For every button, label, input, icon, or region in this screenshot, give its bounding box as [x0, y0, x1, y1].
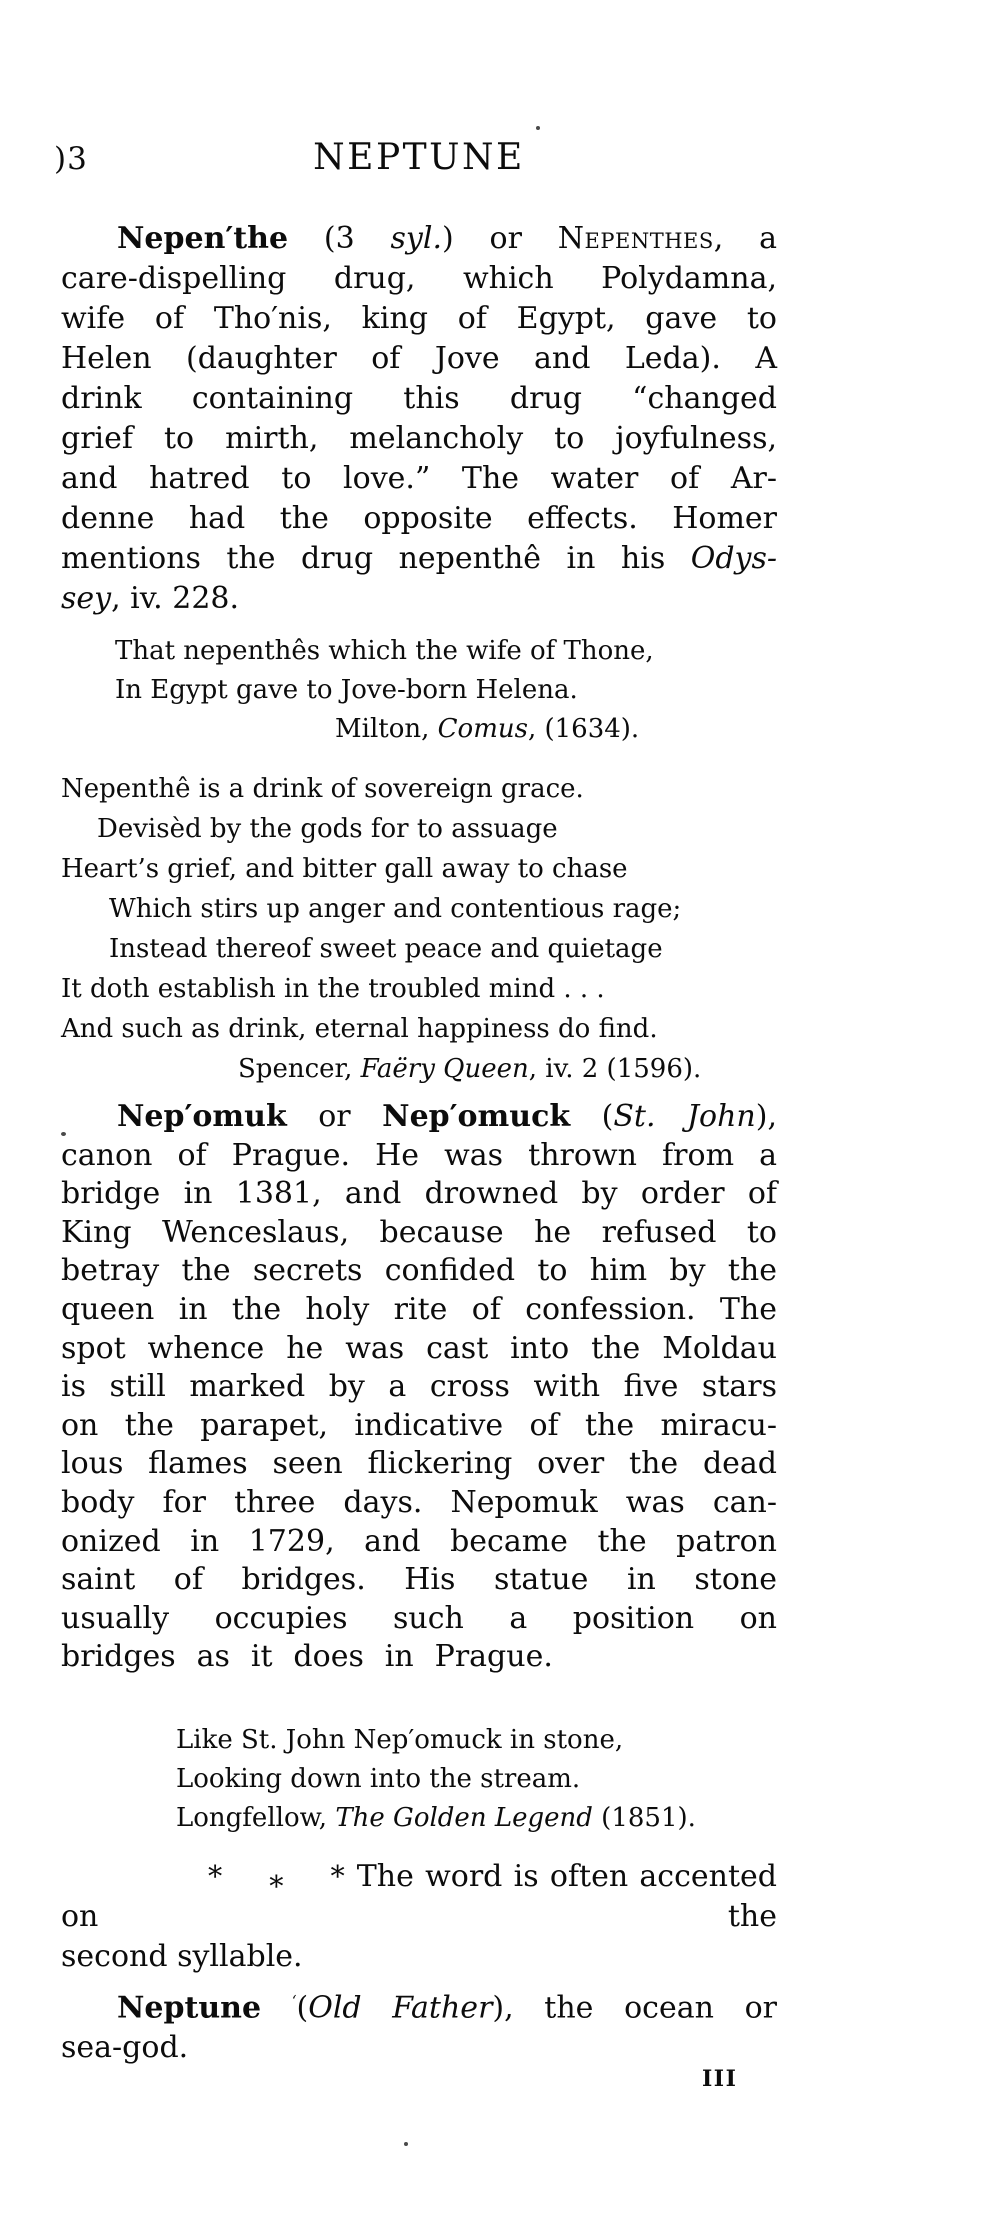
text-segment: ), the ocean or [492, 1990, 777, 2026]
text-line [61, 769, 701, 809]
text-segment: ( [296, 1990, 309, 2026]
text-line [61, 1368, 777, 1407]
text-line [61, 219, 777, 259]
text-line [61, 2028, 777, 2068]
text-line [61, 1330, 777, 1369]
text-segment: Nep′omuk [117, 1099, 287, 1134]
text-segment: Instead thereof sweet peace and quietage [109, 934, 663, 964]
text-segment: , a [713, 221, 777, 256]
pronunciation-footnote [61, 1857, 777, 1977]
text-segment: usually occupies such a position on [61, 1600, 777, 1636]
text-segment: syl. [390, 221, 442, 256]
text-line [115, 671, 654, 710]
text-segment: Heart’s grief, and bitter gall away to chase [61, 854, 628, 884]
text-segment: saint of bridges. His statue in stone [61, 1562, 777, 1598]
text-segment: ), [755, 1099, 777, 1134]
page-number: )3 [54, 141, 88, 177]
text-segment: , (1634). [527, 714, 640, 744]
print-speck [61, 1132, 66, 1136]
text-segment: King Wenceslaus, because he refused to [61, 1214, 777, 1250]
print-speck [404, 2142, 408, 2146]
text-segment: Nepen′the [117, 221, 289, 256]
text-segment: Which stirs up anger and contentious rage; [109, 894, 682, 924]
text-segment: drink containing this drug “changed [61, 381, 777, 416]
text-line [61, 889, 701, 929]
text-line [61, 1600, 777, 1639]
text-segment: wife of Tho′nis, king of Egypt, gave to [61, 301, 777, 336]
text-segment: Helen (daughter of Jove and Leda). A [61, 341, 777, 376]
text-segment: (3 [288, 221, 391, 256]
entry-nepomuk-paragraph [61, 1098, 777, 1677]
text-segment: Nep′omuck [382, 1099, 571, 1134]
text-segment: The word is often accented on the [61, 1859, 777, 1934]
text-line [61, 419, 777, 459]
text-segment: Faëry Queen [360, 1054, 529, 1084]
text-segment: That nepenthês which the wife of Thone, [115, 636, 654, 666]
text-segment: (1851). [592, 1803, 696, 1833]
text-line [61, 339, 777, 379]
text-line [61, 809, 701, 849]
running-head: NEPTUNE [313, 137, 525, 178]
text-line [115, 710, 654, 749]
text-line [61, 1252, 777, 1291]
text-line [61, 1291, 777, 1330]
text-line [61, 299, 777, 339]
entry-neptune-paragraph [61, 1981, 777, 2068]
entry-nepenthe-paragraph [61, 219, 777, 619]
text-line [61, 1175, 777, 1214]
text-segment: ‘ [291, 1992, 297, 2010]
text-segment: Milton, [335, 714, 438, 744]
text-line [61, 849, 701, 889]
text-line [61, 1638, 777, 1677]
text-line [61, 1561, 777, 1600]
text-segment: The Golden Legend [335, 1803, 593, 1833]
text-segment: bridges as it does in Prague. [61, 1639, 553, 1675]
text-segment: body for three days. Nepomuk was can- [61, 1484, 777, 1520]
text-line [61, 579, 777, 619]
text-segment: denne had the opposite effects. Homer [61, 501, 777, 536]
asterism-icon: * * * [208, 1860, 345, 1903]
text-segment: second syllable. [61, 1939, 303, 1974]
text-segment: Looking down into the stream. [176, 1764, 581, 1794]
text-segment: onized in 1729, and became the patron [61, 1523, 777, 1559]
text-segment: Like St. John Nep′omuck in stone, [176, 1725, 624, 1755]
text-segment: , iv. 228. [111, 581, 240, 616]
text-segment [261, 1990, 292, 2025]
quote-longfellow [176, 1721, 696, 1838]
text-segment: lous flames seen flickering over the dead [61, 1446, 777, 1482]
signature-mark: III [702, 2066, 738, 2092]
text-segment: ( [570, 1099, 614, 1134]
text-segment: bridge in 1381, and drowned by order of [61, 1176, 777, 1212]
text-segment: sea-god. [61, 2030, 189, 2066]
text-segment: Odys- [690, 541, 777, 576]
text-line [61, 929, 701, 969]
text-line [61, 1049, 701, 1089]
text-segment: grief to mirth, melancholy to joyfulness, [61, 421, 777, 456]
text-segment: , iv. 2 (1596). [528, 1054, 702, 1084]
text-line [176, 1799, 696, 1838]
text-line [61, 969, 701, 1009]
text-line [61, 1098, 777, 1137]
text-segment: Comus [437, 714, 528, 744]
text-line [61, 1981, 777, 2028]
text-line [115, 632, 654, 671]
text-segment: mentions the drug nepenthê in his [61, 541, 691, 576]
text-segment: Longfellow, [176, 1803, 336, 1833]
text-segment: Spencer, [238, 1054, 361, 1084]
text-segment: St. John [613, 1099, 756, 1134]
text-line [61, 1937, 777, 1977]
text-segment: Neptune [117, 1990, 262, 2026]
text-line [176, 1721, 696, 1760]
text-line [61, 1484, 777, 1523]
text-line [61, 539, 777, 579]
text-segment: on the parapet, indicative of the miracu- [61, 1407, 777, 1443]
quote-milton [115, 632, 654, 749]
text-line [61, 1523, 777, 1562]
text-line [61, 459, 777, 499]
quote-spenser [61, 769, 701, 1089]
text-segment: queen in the holy rite of confession. The [61, 1291, 777, 1327]
text-segment: canon of Prague. He was thrown from a [61, 1137, 777, 1173]
text-line [61, 1214, 777, 1253]
text-line [61, 379, 777, 419]
text-segment: spot whence he was cast into the Moldau [61, 1330, 777, 1366]
text-segment: It doth establish in the troubled mind . . . [61, 974, 605, 1004]
text-line [61, 1407, 777, 1446]
text-line [61, 1009, 701, 1049]
text-segment: betray the secrets confided to him by the [61, 1253, 777, 1289]
text-segment: Devisèd by the gods for to assuage [97, 814, 558, 844]
text-segment: And such as drink, eternal happiness do find. [61, 1014, 658, 1044]
text-segment: care-dispelling drug, which Polydamna, [61, 261, 777, 296]
text-segment: Nepenthes [557, 221, 714, 256]
text-segment: sey [61, 581, 112, 616]
text-segment: or [286, 1099, 383, 1134]
print-speck [536, 126, 540, 130]
text-segment: is still marked by a cross with five stars [61, 1369, 777, 1405]
text-line [176, 1760, 696, 1799]
text-segment: and hatred to love.” The water of Ar- [61, 461, 777, 496]
text-line [61, 259, 777, 299]
text-line [61, 1857, 777, 1937]
text-line [61, 499, 777, 539]
text-line [61, 1137, 777, 1176]
text-segment: In Egypt gave to Jove-born Helena. [115, 675, 578, 705]
text-segment: Old Father [308, 1990, 493, 2026]
text-line [61, 1445, 777, 1484]
text-segment: Nepenthê is a drink of sovereign grace. [61, 774, 584, 804]
text-segment: ) or [442, 221, 558, 256]
